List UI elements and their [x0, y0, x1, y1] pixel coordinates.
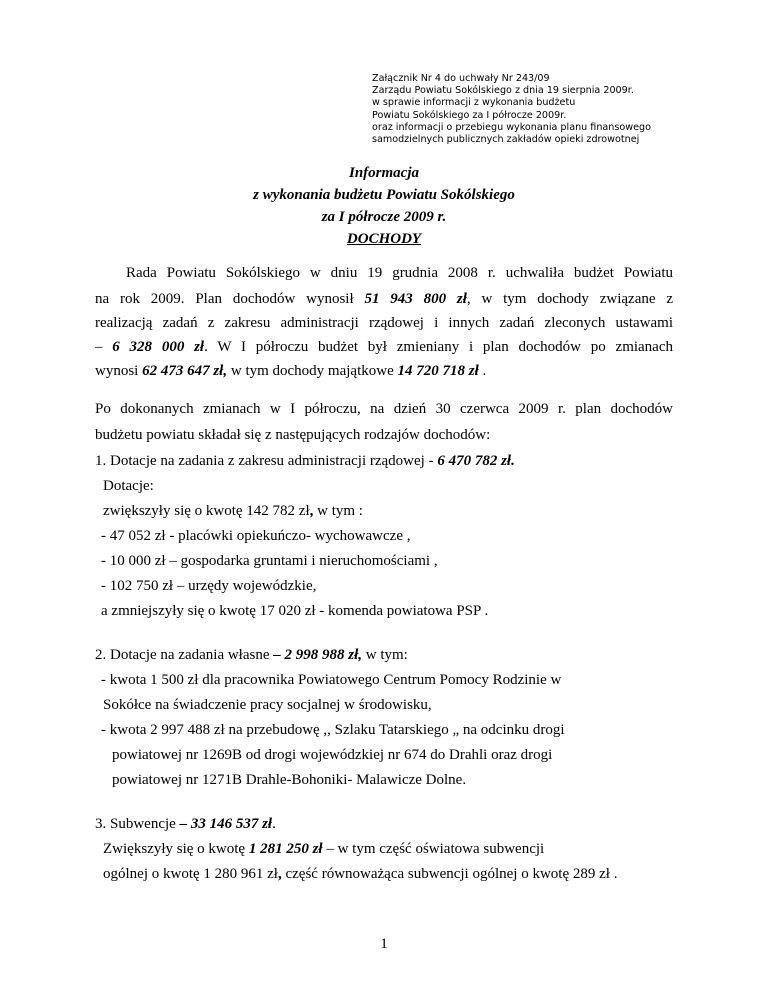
section-2-text: 2. Dotacje na zadania własne [95, 647, 274, 663]
annex-line: Załącznik Nr 4 do uchwały Nr 243/09 [372, 73, 550, 84]
intro-line-1: Rada Powiatu Sokólskiego w dniu 19 grudnia 2008 r. uchwaliła budżet Powiatu [126, 265, 673, 281]
intro-line-5 [95, 362, 486, 381]
section-heading-dochody: DOCHODY [346, 231, 422, 247]
intro-line-4 [95, 338, 673, 357]
annex-line: Powiatu Sokólskiego za I półrocze 2009r. [372, 109, 567, 121]
section-1-item: - 47 052 zł - placówki opiekuńczo- wychowawcze , [101, 528, 411, 544]
title-line-2: z wykonania budżetu Powiatu Sokólskiego [253, 187, 515, 203]
section-1-sub: Dotacje: [103, 478, 154, 494]
intro-line-2 [95, 290, 673, 309]
revenue-after-changes-amount: 62 473 647 zł, [142, 363, 228, 379]
intro-text: na rok 2009. Plan dochodów wynosił [95, 291, 365, 307]
section-2-line: - kwota 1 500 zł dla pracownika Powiatowego Centrum Pomocy Rodzinie w [101, 672, 562, 688]
changes-line-2: budżetu powiatu składał się z następujących rodzajów dochodów: [95, 427, 491, 443]
section-3-amount: – 33 146 537 zł [179, 816, 273, 832]
section-2-heading [95, 646, 408, 665]
section-2-line: powiatowej nr 1271B Drahle-Bohoniki- Malawicze Dolne. [112, 772, 467, 788]
commissioned-tasks-amount: 6 328 000 zł [112, 339, 205, 355]
intro-text: . W I półroczu budżet był zmieniany i plan dochodów po zmianach [204, 339, 674, 355]
section-2-line: powiatowej nr 1269B od drogi wojewódzkiej nr 674 do Drahli oraz drogi [112, 747, 553, 763]
intro-text: – [95, 339, 113, 355]
section-3-line-1 [103, 840, 544, 859]
intro-text: , w tym dochody związane z [466, 291, 673, 307]
section-3-text: ogólnej o kwotę 1 280 961 zł [103, 866, 278, 882]
section-1-item: - 10 000 zł – gospodarka gruntami i nieruchomościami , [101, 553, 438, 569]
intro-text: wynosi [95, 363, 143, 379]
section-3-text: . [272, 816, 276, 832]
section-1-amount: 6 470 782 zł. [437, 453, 515, 469]
section-3-text: , [277, 866, 282, 882]
section-1-increase [103, 502, 363, 521]
section-2-line: - kwota 2 997 488 zł na przebudowę ,, Szlaku Tatarskiego „ na odcinku drogi [101, 722, 565, 738]
annex-note [372, 73, 651, 146]
section-3-text: – w tym część oświatowa subwencji [322, 841, 545, 857]
section-3-text: część równoważąca subwencji ogólnej o kwotę 289 zł . [281, 866, 618, 882]
section-1-text: , [309, 503, 314, 519]
section-2-line: Sokółce na świadczenie pracy socjalnej w środowisku, [103, 697, 432, 713]
title-line-4 [0, 230, 768, 249]
page-number: 1 [380, 936, 388, 952]
section-2-text: w tym: [362, 647, 408, 663]
section-1-text: zwiększyły się o kwotę 142 782 zł [103, 503, 310, 519]
intro-text: . [478, 363, 487, 379]
annex-line: w sprawie informacji z wykonania budżetu [372, 97, 576, 109]
section-3-text: 3. Subwencje [95, 816, 180, 832]
section-3-text: Zwiększyły się o kwotę [103, 841, 249, 857]
annex-line: Zarządu Powiatu Sokólskiego z dnia 19 sierpnia 2009r. [372, 85, 634, 97]
section-1-item: - 102 750 zł – urzędy wojewódzkie, [101, 578, 317, 594]
intro-text: w tym dochody majątkowe [227, 363, 398, 379]
title-line-1: Informacja [348, 165, 419, 181]
section-2-amount: – 2 998 988 zł, [273, 647, 363, 663]
annex-line: samodzielnych publicznych zakładów opieki zdrowotnej [372, 134, 640, 146]
changes-line-1: Po dokonanych zmianach w I półroczu, na dzień 30 czerwca 2009 r. plan dochodów [95, 401, 673, 417]
intro-line-3: realizacją zadań z zakresu administracji rządowej i innych zadań zleconych ustawami [95, 315, 673, 331]
section-1-text: 1. Dotacje na zadania z zakresu administracji rządowej - [95, 453, 438, 469]
section-3-heading [95, 815, 276, 834]
section-3-line-2 [103, 865, 617, 884]
section-1-heading [95, 452, 515, 471]
section-1-decrease: a zmniejszyły się o kwotę 17 020 zł - komenda powiatowa PSP . [101, 603, 489, 619]
property-income-amount: 14 720 718 zł [397, 363, 479, 379]
planned-revenue-amount: 51 943 800 zł [364, 291, 467, 307]
annex-line: oraz informacji o przebiegu wykonania planu finansowego [372, 121, 651, 133]
section-1-text: w tym : [313, 503, 363, 519]
section-3-increase-amount: 1 281 250 zł [248, 841, 323, 857]
title-line-3: za I półrocze 2009 r. [321, 209, 447, 225]
